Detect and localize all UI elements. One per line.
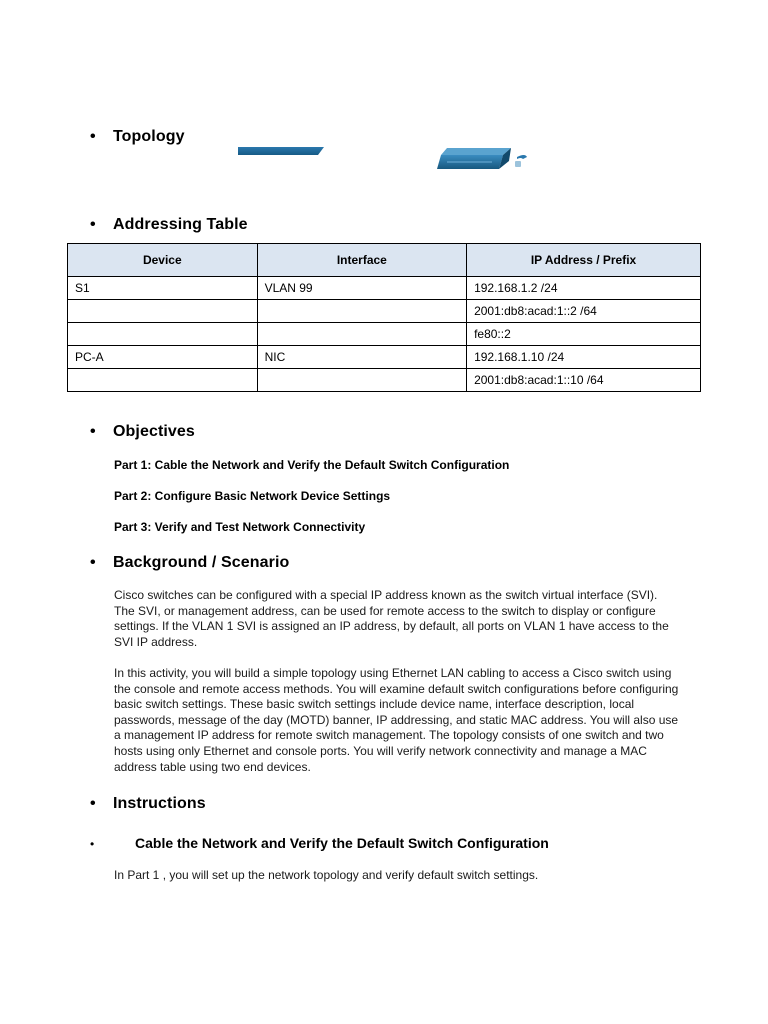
subheading-text: Cable the Network and Verify the Default Switch Configuration [135, 835, 549, 851]
table-row [68, 300, 701, 323]
table-header-row [68, 244, 701, 277]
column-header-interface: Interface [257, 244, 467, 277]
table-cell: 2001:db8:acad:1::2 /64 [467, 300, 701, 323]
table-cell: 192.168.1.10 /24 [467, 346, 701, 369]
background-paragraph-1: Cisco switches can be configured with a special IP address known as the switch virtual interface (SVI). The SVI, or management address, can be used for remote access to the switch to display or configure settings. If the VLAN 1 SVI is assigned an IP address, by default, all ports on VLAN 1 have access to the SVI IP address. [114, 588, 669, 649]
objective-part-2: Part 2: Configure Basic Network Device Settings [114, 489, 391, 503]
bullet: • [90, 795, 96, 812]
table-cell: PC-A [68, 346, 258, 369]
table-cell: VLAN 99 [257, 277, 467, 300]
table-cell: 192.168.1.2 /24 [467, 277, 701, 300]
table-cell [68, 323, 258, 346]
objectives-heading [90, 423, 195, 441]
heading-text: Objectives [113, 423, 195, 440]
switch-icon [437, 145, 529, 171]
table-cell: fe80::2 [467, 323, 701, 346]
heading-text: Background / Scenario [113, 554, 290, 571]
bullet: • [90, 216, 96, 233]
table-cell: 2001:db8:acad:1::10 /64 [467, 369, 701, 392]
table-cell: NIC [257, 346, 467, 369]
bullet: • [90, 837, 95, 851]
heading-text: Topology [113, 128, 185, 145]
table-cell [68, 300, 258, 323]
bullet: • [90, 128, 96, 145]
objective-part-3: Part 3: Verify and Test Network Connectivity [114, 520, 366, 534]
bullet: • [90, 554, 96, 571]
table-cell [68, 369, 258, 392]
heading-text: Addressing Table [113, 216, 248, 233]
table-row [68, 369, 701, 392]
instructions-intro: In Part 1 , you will set up the network topology and verify default switch settings. [114, 868, 539, 882]
background-heading [90, 554, 289, 572]
switch-icon [238, 145, 324, 157]
column-header-ip-address: IP Address / Prefix [467, 244, 701, 277]
topology-heading [90, 128, 185, 146]
column-header-device: Device [68, 244, 258, 277]
addressing-table-heading [90, 216, 248, 234]
objective-part-1: Part 1: Cable the Network and Verify the Default Switch Configuration [114, 458, 510, 472]
table-cell [257, 369, 467, 392]
table-cell [257, 300, 467, 323]
table-cell: S1 [68, 277, 258, 300]
background-paragraph-2: In this activity, you will build a simple topology using Ethernet LAN cabling to access a Cisco switch using the console and remote access methods. You will examine default switch configurations before configuring basic switch settings. These basic switch settings include device name, interface description, local passwords, message of the day (MOTD) banner, IP addressing, and static MAC address. You will also use a management IP address for remote switch management. The topology consists of one switch and two hosts using only Ethernet and console ports. You will verify network connectivity and manage a MAC address table using two end devices. [114, 666, 679, 774]
table-cell [257, 323, 467, 346]
addressing-table [67, 243, 701, 392]
part-1-subheading [90, 835, 549, 851]
instructions-heading [90, 795, 206, 813]
table-row [68, 346, 701, 369]
heading-text: Instructions [113, 795, 206, 812]
bullet: • [90, 423, 96, 440]
table-row [68, 323, 701, 346]
table-row [68, 277, 701, 300]
